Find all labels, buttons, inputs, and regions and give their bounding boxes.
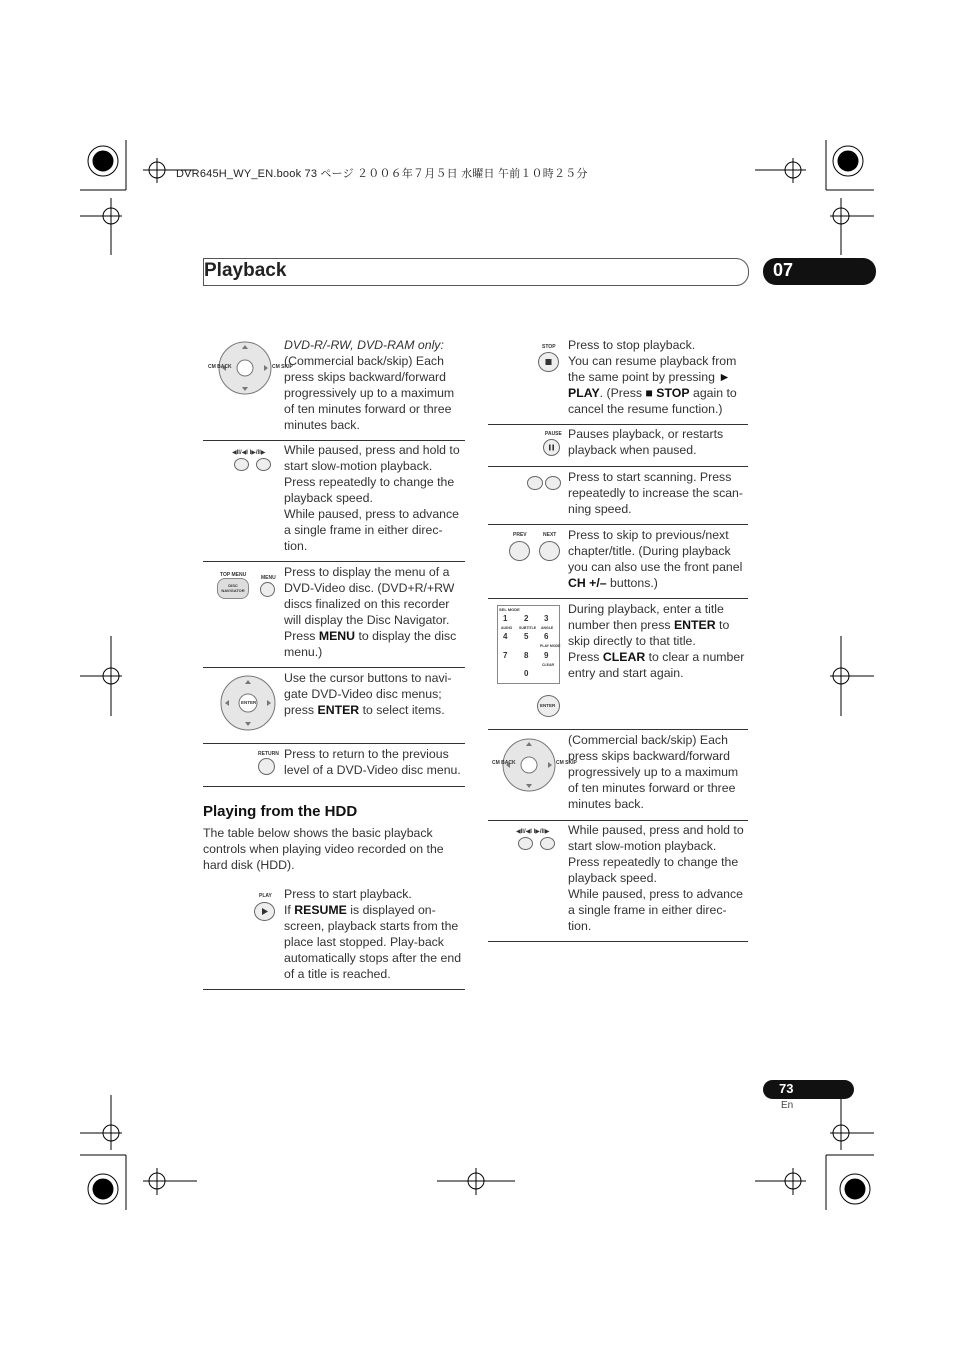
return-description: Press to return to the previous level of a DVD-Video disc menu. <box>284 747 461 777</box>
keypad-key: 2 <box>524 614 529 623</box>
language-code: En <box>781 1100 794 1111</box>
enter-label: ENTER <box>540 703 556 708</box>
section-title: Playback <box>204 260 287 281</box>
prev-next-description: Press to skip to previous/next chapter/title. (During playback you can also use the front panel CH +/– buttons.) <box>568 528 743 590</box>
disc-navigator-label: DISC NAVIGATOR <box>221 583 245 593</box>
menu-label: MENU <box>261 575 276 581</box>
cursor-description: Use the cursor buttons to navi-gate DVD-Video disc menus; press ENTER to select items. <box>284 671 452 717</box>
menu-button-icon <box>260 582 275 597</box>
slow-motion-description: While paused, press and hold to start slow-motion playback. Press repeatedly to change the playback speed. While paused, press to advance a single frame in either direc-tion. <box>284 443 460 553</box>
print-header: DVR645H_WY_EN.book 73 ページ ２００６年７月５日 水曜日 午前１０時２５分 <box>176 168 588 180</box>
cm-joystick-icon <box>499 737 559 797</box>
section-title-bar <box>203 258 749 286</box>
row-divider <box>203 667 465 668</box>
keypad-key: 7 <box>503 651 508 660</box>
cursor-joystick-icon <box>218 675 278 735</box>
chapter-number: 07 <box>773 260 794 280</box>
slow-motion-hdd-description: While paused, press and hold to start slow-motion playback. Press repeatedly to change the playback speed. While paused, press to advance a single frame in either direc-tion. <box>568 823 744 933</box>
slow-buttons-label: ◀II/◀I I▶/II▶ <box>232 450 266 456</box>
pause-description: Pauses playback, or restarts playback when paused. <box>568 427 724 457</box>
stop-label: STOP <box>542 344 556 350</box>
scan-forward-button-icon <box>545 476 561 490</box>
keypad-sub-label: PLAY MODE <box>540 644 561 648</box>
keypad-key: 1 <box>503 614 508 623</box>
row-divider <box>488 524 748 525</box>
cm-joystick-icon <box>215 340 275 400</box>
row-divider <box>488 598 748 599</box>
keypad-key: 8 <box>524 651 529 660</box>
slow-buttons-label: ◀II/◀I I▶/II▶ <box>516 829 550 835</box>
pause-label: PAUSE <box>545 431 562 437</box>
top-menu-label: TOP MENU <box>220 572 247 578</box>
slow-forward-button-icon <box>256 458 271 471</box>
row-divider <box>203 561 465 562</box>
enter-button-icon <box>537 695 560 717</box>
cm-skip-label: CM SKIP <box>272 364 293 370</box>
return-label: RETURN <box>258 751 279 757</box>
number-keypad-icon <box>497 605 560 684</box>
cm-skip-hdd-description: (Commercial back/skip) Each press skips backward/forward progressively up to a maximum of ten minutes forward or three minutes back. <box>568 733 739 811</box>
scan-reverse-button-icon <box>527 476 543 490</box>
chapter-tab <box>763 258 876 285</box>
row-divider <box>488 820 748 821</box>
stop-description: Press to stop playback. You can resume playback from the same point by pressing ► PLAY. (Press ■ STOP again to cancel the resume function.) <box>568 338 737 416</box>
number-keys-description: During playback, enter a title number then press ENTER to skip directly to that title. Press CLEAR to clear a number entry and start again. <box>568 602 745 680</box>
play-label: PLAY <box>259 893 272 899</box>
prev-label: PREV <box>513 532 527 538</box>
keypad-key: 0 <box>524 669 529 678</box>
menu-description: Press to display the menu of a DVD-Video disc. (DVD+R/+RW discs finalized on this recorder will display the Disc Navigator. Press MENU to display the disc menu.) <box>284 565 457 659</box>
slow-forward-button-icon <box>540 837 555 850</box>
next-label: NEXT <box>543 532 557 538</box>
row-divider <box>488 729 748 730</box>
cm-back-label: CM BACK <box>208 364 232 370</box>
enter-label: ENTER <box>241 700 257 705</box>
row-divider <box>488 941 748 942</box>
keypad-sub-label: AUDIO <box>501 626 513 630</box>
prev-button-icon <box>509 541 530 561</box>
row-divider <box>488 424 748 425</box>
play-button-icon <box>254 902 275 921</box>
keypad-key: 6 <box>544 632 549 641</box>
keypad-sub-label: SUBTITLE <box>519 626 537 630</box>
keypad-key: 5 <box>524 632 529 641</box>
hdd-section-intro: The table below shows the basic playback controls when playing video recorded on the hard disk (HDD). <box>203 826 444 872</box>
stop-button-icon <box>538 352 559 372</box>
hdd-section-title: Playing from the HDD <box>203 803 358 820</box>
page-number: 73 <box>779 1081 794 1096</box>
next-button-icon <box>539 541 560 561</box>
keypad-sub-label: ANGLE <box>541 626 554 630</box>
cm-skip-label: CM SKIP <box>556 760 577 766</box>
row-divider <box>203 786 465 787</box>
keypad-key: 4 <box>503 632 508 641</box>
row-divider <box>488 466 748 467</box>
row-divider <box>203 743 465 744</box>
keypad-header: SEL MODE <box>499 607 520 612</box>
keypad-key: 3 <box>544 614 549 623</box>
play-description: Press to start playback. If RESUME is displayed on-screen, playback starts from the place last stopped. Play-back automatically stops after the end of a title is reached. <box>284 887 462 981</box>
keypad-key: 9 <box>544 651 549 660</box>
cm-skip-description: DVD-R/-RW, DVD-RAM only: (Commercial back/skip) Each press skips backward/forward progressively up to a maximum of ten minutes forward or three minutes back. <box>284 338 455 432</box>
row-divider <box>203 440 465 441</box>
slow-reverse-button-icon <box>234 458 249 471</box>
row-divider <box>203 989 465 990</box>
scan-description: Press to start scanning. Press repeatedly to increase the scan-ning speed. <box>568 470 743 516</box>
return-button-icon <box>258 758 275 775</box>
keypad-sub-label: CLEAR <box>542 663 555 667</box>
pause-button-icon <box>543 439 560 456</box>
page-number-tab <box>763 1080 854 1099</box>
top-menu-button-icon <box>217 578 249 599</box>
cm-back-label: CM BACK <box>492 760 516 766</box>
slow-reverse-button-icon <box>518 837 533 850</box>
